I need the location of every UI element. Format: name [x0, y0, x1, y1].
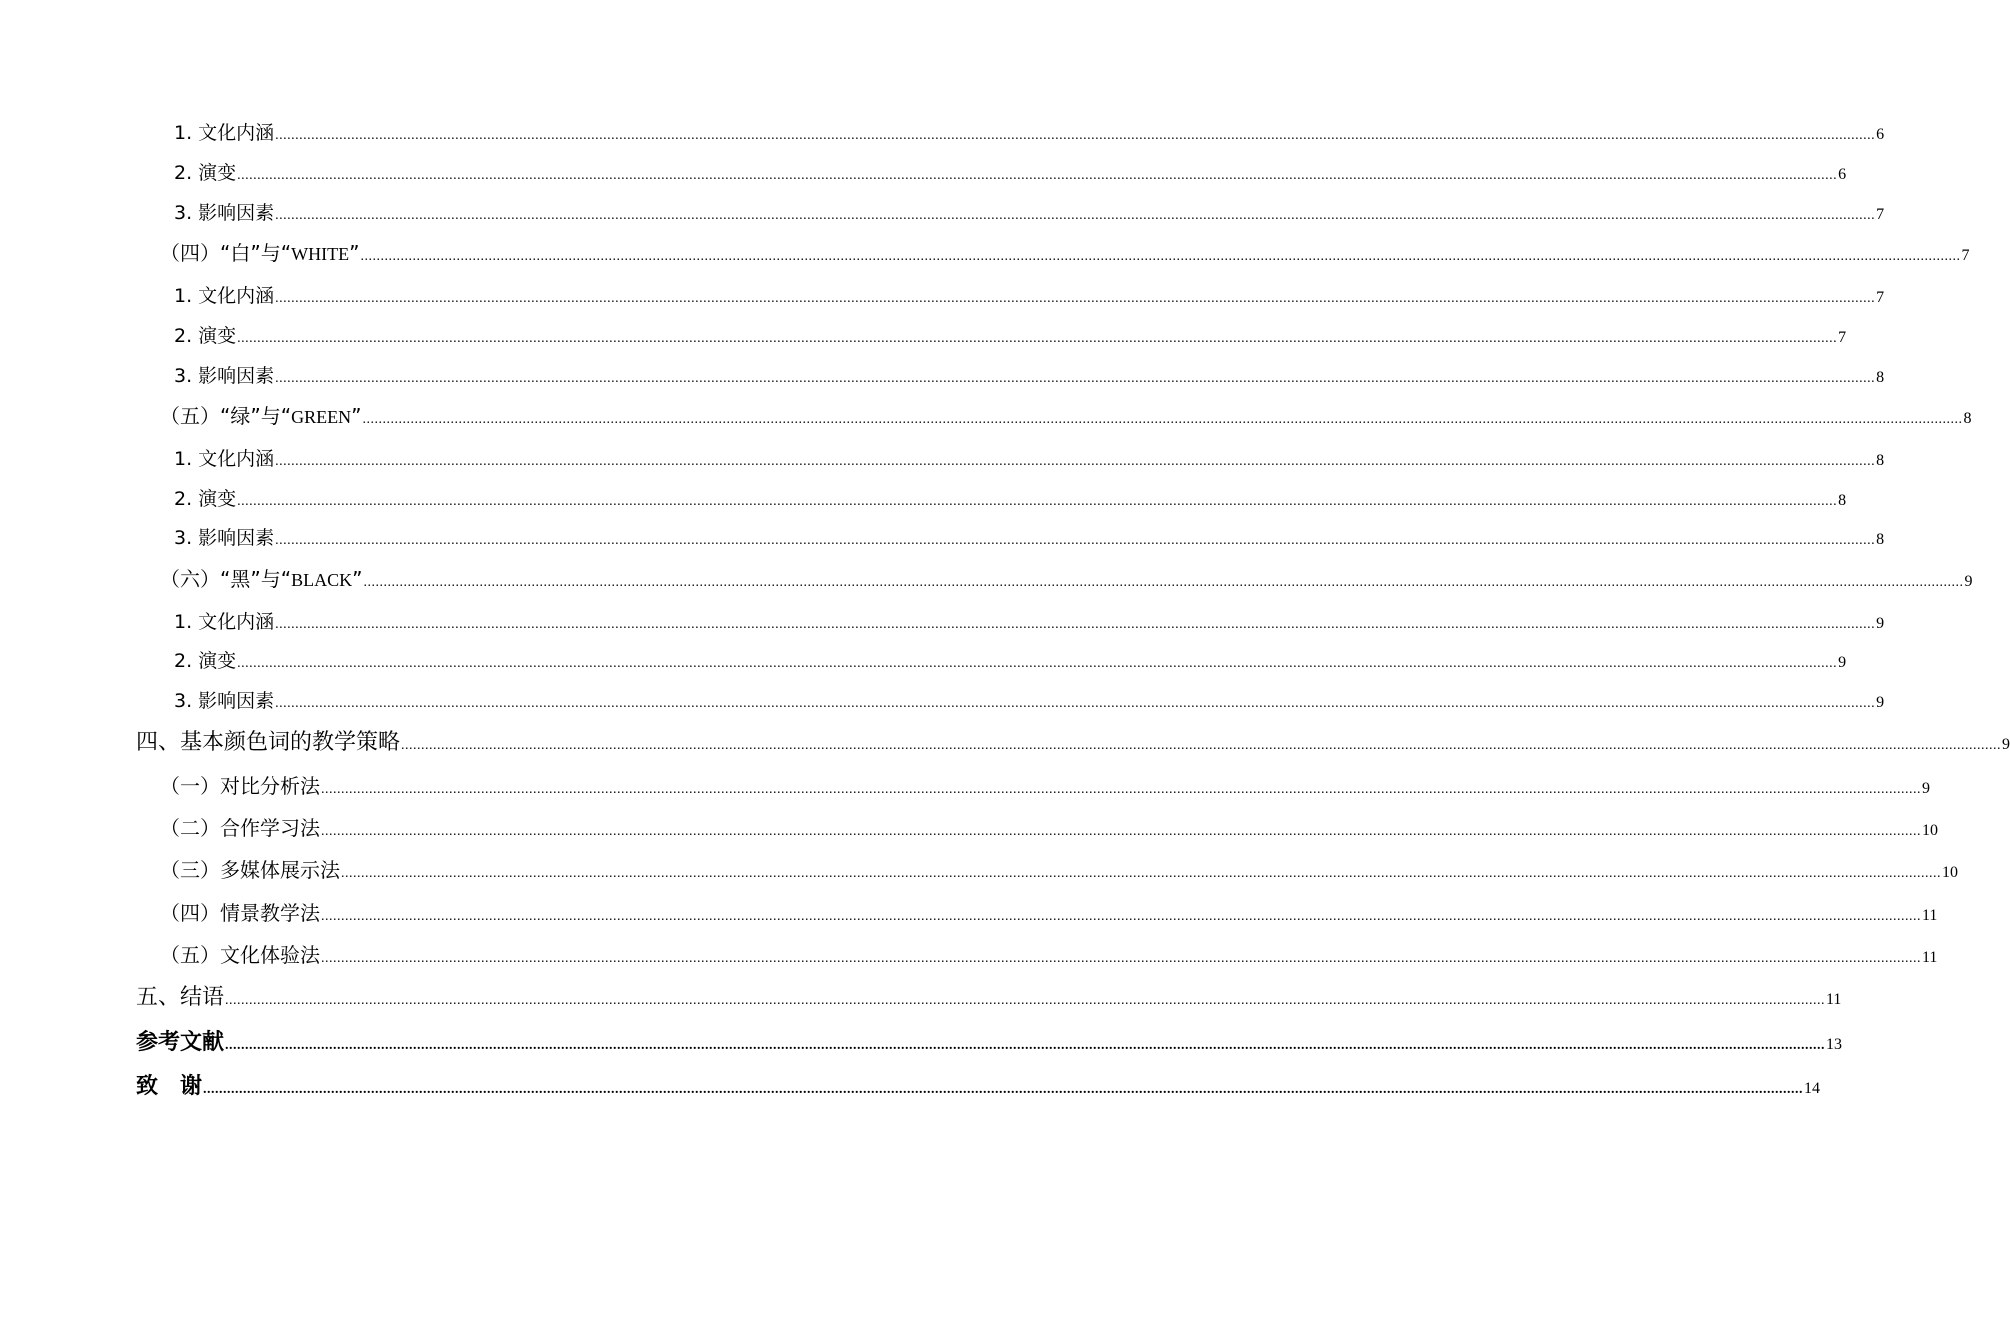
toc-entry-title: 参考文献 — [136, 1030, 225, 1055]
dot-leader: ................................................................................................................................................................................................................................................................................................................................................................................................................ — [321, 909, 1921, 924]
toc-page-number: 8 — [1876, 369, 1885, 386]
toc-entry[interactable] — [174, 646, 1847, 673]
toc-page-number: 11 — [1922, 949, 1938, 966]
toc-entry-title: 四、基本颜色词的教学策略 — [136, 730, 401, 755]
toc-entry-title: （一）对比分析法 — [160, 774, 320, 798]
toc-entry-title — [160, 563, 362, 592]
toc-entry-title: （二）合作学习法 — [160, 816, 320, 840]
toc-entry-title-prefix: （四）“白”与“ — [160, 241, 292, 265]
toc-page-number: 14 — [1804, 1080, 1821, 1097]
dot-leader: ................................................................................................................................................................................................................................................................................................................................................................................................................ — [275, 533, 1876, 548]
toc-entry[interactable] — [174, 686, 1885, 713]
toc-page-number: 9 — [1964, 573, 1973, 590]
toc-entry[interactable] — [174, 607, 1885, 634]
toc-entry-title: （四）情景教学法 — [160, 901, 320, 925]
dot-leader: ................................................................................................................................................................................................................................................................................................................................................................................................................ — [275, 128, 1876, 143]
toc-page-number: 8 — [1876, 452, 1885, 469]
toc-entry[interactable] — [174, 118, 1885, 145]
toc-page-number: 8 — [1963, 410, 1972, 427]
dot-leader: ................................................................................................................................................................................................................................................................................................................................................................................................................ — [362, 412, 1963, 427]
toc-entry-title: （五）文化体验法 — [160, 943, 320, 967]
toc-entry-title-latin: GREEN — [291, 407, 352, 427]
toc-page-number: 9 — [1876, 694, 1885, 711]
toc-entry[interactable] — [160, 770, 1930, 799]
toc-page-number: 8 — [1876, 531, 1885, 548]
toc-entry[interactable] — [160, 237, 1970, 266]
toc-page-number: 11 — [1922, 907, 1938, 924]
dot-leader: ................................................................................................................................................................................................................................................................................................................................................................................................................ — [275, 208, 1876, 223]
toc-page-number: 6 — [1876, 126, 1885, 143]
toc-page-number: 10 — [1922, 822, 1938, 839]
dot-leader: ................................................................................................................................................................................................................................................................................................................................................................................................................ — [203, 1082, 1804, 1097]
toc-entry[interactable] — [174, 361, 1885, 388]
toc-entry[interactable] — [174, 523, 1885, 550]
toc-entry-title: 1. 文化内涵 — [174, 611, 275, 633]
toc-entry-title: 3. 影响因素 — [174, 365, 275, 387]
dot-leader: ................................................................................................................................................................................................................................................................................................................................................................................................................ — [237, 494, 1838, 509]
dot-leader: ................................................................................................................................................................................................................................................................................................................................................................................................................ — [401, 738, 2002, 753]
toc-entry-title: 3. 影响因素 — [174, 527, 275, 549]
toc-page-number: 7 — [1961, 247, 1970, 264]
toc-entry-title: 1. 文化内涵 — [174, 448, 275, 470]
dot-leader: ................................................................................................................................................................................................................................................................................................................................................................................................................ — [321, 951, 1921, 966]
toc-entry[interactable] — [174, 444, 1885, 471]
toc-page-number: 9 — [1922, 780, 1930, 797]
toc-entry[interactable] — [160, 812, 1938, 841]
toc-page-number: 9 — [2002, 736, 2010, 753]
toc-page-number: 11 — [1826, 991, 1842, 1008]
toc-entry[interactable] — [160, 939, 1938, 968]
dot-leader: ................................................................................................................................................................................................................................................................................................................................................................................................................ — [275, 696, 1876, 711]
toc-page-number: 10 — [1942, 864, 1958, 881]
toc-page-number: 13 — [1826, 1036, 1843, 1053]
toc-page-number: 7 — [1876, 206, 1885, 223]
toc-entry-title-prefix: （六）“黑”与“ — [160, 567, 292, 591]
toc-entry-title: 五、结语 — [136, 985, 225, 1010]
toc-entry-title-latin: WHITE — [291, 244, 350, 264]
dot-leader: ................................................................................................................................................................................................................................................................................................................................................................................................................ — [360, 249, 1961, 264]
dot-leader: ................................................................................................................................................................................................................................................................................................................................................................................................................ — [275, 454, 1876, 469]
dot-leader: ................................................................................................................................................................................................................................................................................................................................................................................................................ — [237, 168, 1838, 183]
toc-page-number: 8 — [1838, 492, 1847, 509]
toc-page-number: 6 — [1838, 166, 1847, 183]
toc-entry[interactable] — [136, 1025, 1843, 1056]
toc-page-number: 9 — [1876, 615, 1885, 632]
toc-entry-title: 1. 文化内涵 — [174, 122, 275, 144]
toc-entry-title — [160, 237, 359, 266]
toc-entry[interactable] — [136, 725, 2010, 756]
dot-leader: ................................................................................................................................................................................................................................................................................................................................................................................................................ — [363, 575, 1964, 590]
toc-entry-title: 3. 影响因素 — [174, 202, 275, 224]
dot-leader: ................................................................................................................................................................................................................................................................................................................................................................................................................ — [237, 331, 1838, 346]
dot-leader: ................................................................................................................................................................................................................................................................................................................................................................................................................ — [225, 1038, 1826, 1053]
dot-leader: ................................................................................................................................................................................................................................................................................................................................................................................................................ — [237, 656, 1838, 671]
toc-entry[interactable] — [160, 897, 1938, 926]
dot-leader: ................................................................................................................................................................................................................................................................................................................................................................................................................ — [275, 291, 1876, 306]
toc-page-number: 7 — [1838, 329, 1847, 346]
toc-entry-title: 2. 演变 — [174, 162, 237, 184]
toc-entry-title: 2. 演变 — [174, 650, 237, 672]
dot-leader: ................................................................................................................................................................................................................................................................................................................................................................................................................ — [321, 782, 1921, 797]
toc-entry[interactable] — [160, 563, 1973, 592]
dot-leader: ................................................................................................................................................................................................................................................................................................................................................................................................................ — [275, 371, 1876, 386]
dot-leader: ................................................................................................................................................................................................................................................................................................................................................................................................................ — [341, 866, 1941, 881]
toc-entry[interactable] — [136, 980, 1842, 1011]
toc-entry-title: 致 谢 — [136, 1074, 203, 1099]
toc-entry-title: （三）多媒体展示法 — [160, 858, 340, 882]
toc-entry[interactable] — [174, 484, 1847, 511]
toc-entry[interactable] — [174, 281, 1885, 308]
toc-entry[interactable] — [136, 1069, 1821, 1100]
dot-leader: ................................................................................................................................................................................................................................................................................................................................................................................................................ — [275, 617, 1876, 632]
toc-entry-title-prefix: （五）“绿”与“ — [160, 404, 292, 428]
toc-entry[interactable] — [174, 198, 1885, 225]
toc-page-number: 9 — [1838, 654, 1847, 671]
toc-entry-title-latin: BLACK — [291, 570, 353, 590]
toc-entry[interactable] — [160, 400, 1972, 429]
dot-leader: ................................................................................................................................................................................................................................................................................................................................................................................................................ — [225, 993, 1826, 1008]
dot-leader: ................................................................................................................................................................................................................................................................................................................................................................................................................ — [321, 824, 1921, 839]
toc-entry-title-suffix: ” — [349, 241, 360, 265]
toc-entry-title: 2. 演变 — [174, 488, 237, 510]
toc-entry-title-suffix: ” — [351, 404, 362, 428]
toc-entry-title — [160, 400, 361, 429]
toc-entry-title-suffix: ” — [352, 567, 363, 591]
toc-entry[interactable] — [160, 854, 1958, 883]
toc-entry-title: 3. 影响因素 — [174, 690, 275, 712]
toc-entry-title: 2. 演变 — [174, 325, 237, 347]
toc-entry-title: 1. 文化内涵 — [174, 285, 275, 307]
toc-entry[interactable] — [174, 158, 1847, 185]
toc-page-number: 7 — [1876, 289, 1885, 306]
toc-entry[interactable] — [174, 321, 1847, 348]
